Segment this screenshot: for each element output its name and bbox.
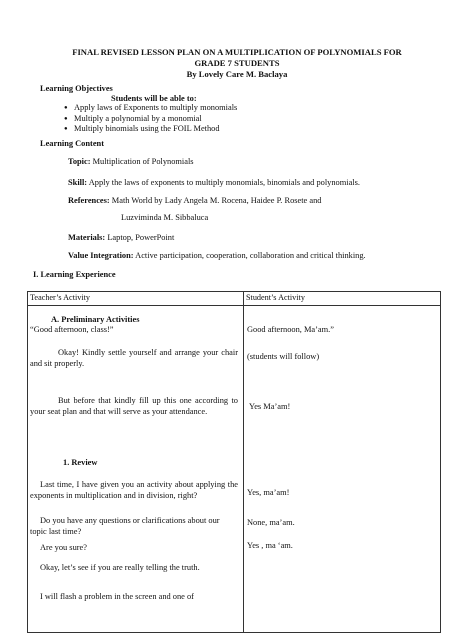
- objective-item: ● Multiply a polynomial by a monomial: [64, 114, 237, 125]
- title-line-1: FINAL REVISED LESSON PLAN ON A MULTIPLICATION OF POLYNOMIALS FOR: [72, 47, 402, 57]
- student-yes-3: Yes , ma ‘am.: [247, 541, 293, 550]
- materials-value: Laptop, PowerPoint: [107, 233, 175, 242]
- teacher-are-you-sure: Are you sure?: [40, 543, 87, 552]
- author-line: By Lovely Care M. Baclaya: [186, 69, 288, 79]
- references-continuation: Luzviminda M. Sibbaluca: [121, 213, 209, 222]
- references-value: Math World by Lady Angela M. Rocena, Haidee P. Rosete and: [111, 196, 322, 205]
- skill-line: [68, 177, 360, 188]
- value-integration-label: Value Integration:: [68, 251, 134, 260]
- teacher-activity-header: Teacher’s Activity: [28, 292, 244, 306]
- student-none: None, ma’am.: [247, 518, 295, 527]
- student-yes-2: Yes, ma’am!: [247, 488, 290, 497]
- objective-item: ● Apply laws of Exponents to multiply monomials: [64, 103, 237, 114]
- teacher-settle-instruction: Okay! Kindly settle yourself and arrange your chair and sit properly.: [30, 348, 238, 368]
- materials-label: Materials:: [68, 233, 106, 242]
- value-integration-line: [68, 250, 366, 261]
- objective-item: ● Multiply binomials using the FOIL Method: [64, 124, 237, 135]
- references-label: References:: [68, 196, 110, 205]
- references-line: [68, 195, 321, 206]
- student-activity-cell: [244, 306, 441, 633]
- student-follow: (students will follow): [247, 352, 320, 361]
- preliminary-activities-heading: A. Preliminary Activities: [51, 315, 140, 324]
- student-yes-1: Yes Ma’am!: [249, 402, 291, 411]
- topic-label: Topic:: [68, 157, 91, 166]
- teacher-clarification-question: Do you have any questions or clarifications about our topic last time?: [30, 516, 220, 536]
- title-line-2: GRADE 7 STUDENTS: [194, 58, 280, 68]
- skill-value: Apply the laws of exponents to multiply monomials, binomials and polynomials.: [88, 178, 360, 187]
- learning-experience-heading: I. Learning Experience: [33, 270, 116, 279]
- activity-table: [27, 291, 441, 633]
- objectives-intro: Students will be able to:: [111, 94, 197, 103]
- teacher-activity-cell: [28, 306, 244, 633]
- objectives-heading: Learning Objectives: [40, 84, 113, 93]
- teacher-seatplan-instruction: But before that kindly fill up this one according to your seat plan and that will serve as your attendance.: [30, 396, 238, 416]
- student-activity-header: Student’s Activity: [244, 292, 441, 306]
- skill-label: Skill:: [68, 178, 88, 187]
- document-title: [40, 47, 434, 80]
- student-greeting: Good afternoon, Ma’am.”: [247, 325, 334, 334]
- review-heading: 1. Review: [63, 458, 98, 467]
- teacher-flash-problem: I will flash a problem in the screen and one of: [40, 592, 194, 601]
- teacher-lasttime-question: Last time, I have given you an activity about applying the exponents in multiplication and in division, right?: [30, 480, 238, 500]
- teacher-greeting: “Good afternoon, class!”: [30, 325, 114, 334]
- materials-line: [68, 232, 174, 243]
- topic-value: Multiplication of Polynomials: [92, 157, 194, 166]
- topic-line: [68, 156, 194, 167]
- value-integration-value: Active participation, cooperation, collaboration and critical thinking.: [135, 251, 366, 260]
- objectives-list: [64, 103, 237, 135]
- teacher-truth-check: Okay, let’s see if you are really telling the truth.: [40, 563, 200, 572]
- content-heading: Learning Content: [40, 139, 104, 148]
